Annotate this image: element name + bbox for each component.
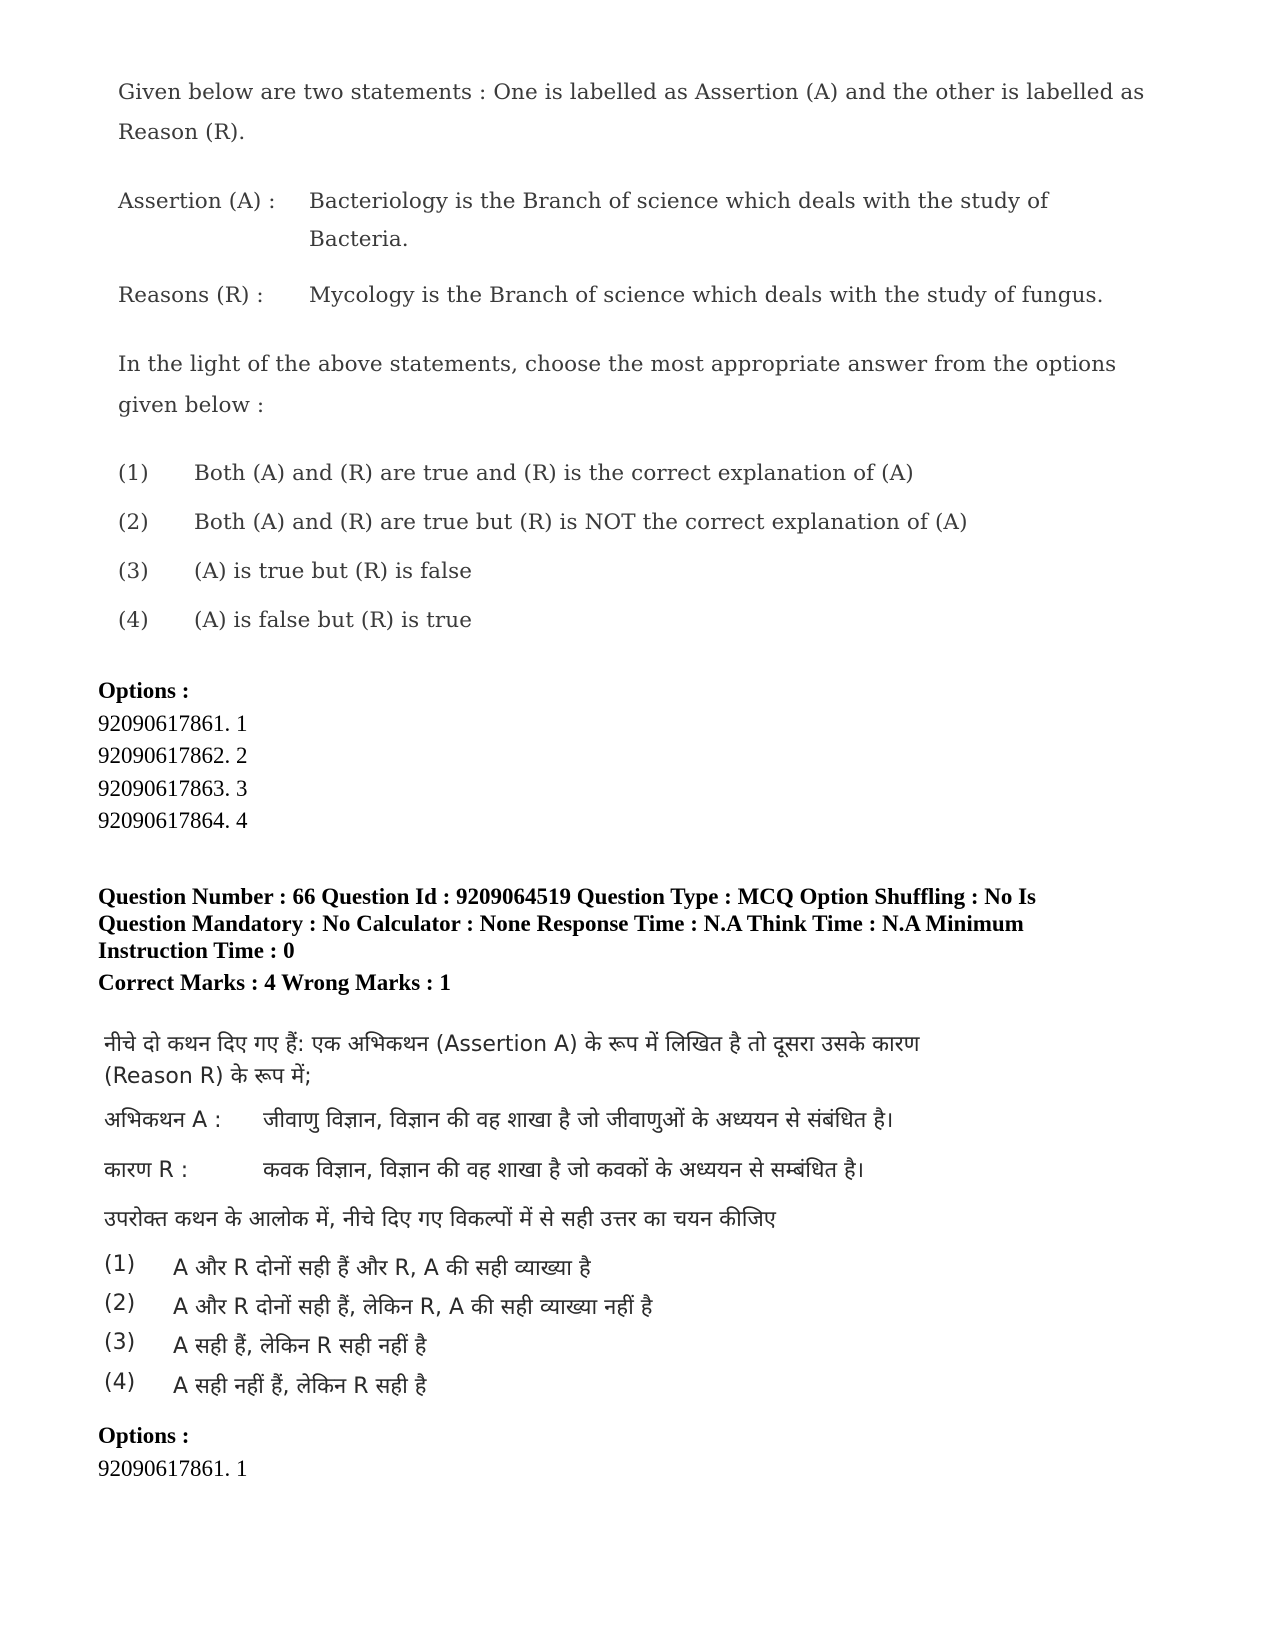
q65-assertion-label: Assertion (A) : xyxy=(118,189,276,214)
q66-choice-num: (1) xyxy=(104,1252,136,1277)
q65-instruction-line1: In the light of the above statements, choose the most appropriate answer from the options xyxy=(118,352,1117,377)
q66-choice-text: A सही नहीं हैं, लेकिन R सही है xyxy=(173,1374,427,1399)
q66-instruction: उपरोक्त कथन के आलोक में, नीचे दिए गए विकल्पों में से सही उत्तर का चयन कीजिए xyxy=(104,1207,776,1232)
option-item: 92090617861. 1 xyxy=(98,711,248,736)
q65-choice-num: (4) xyxy=(118,608,149,633)
q66-choice-text: A और R दोनों सही हैं, लेकिन R, A की सही व्याख्या नहीं है xyxy=(173,1295,653,1320)
q66-meta-line3: Instruction Time : 0 xyxy=(98,938,295,963)
q65-assertion-line2: Bacteria. xyxy=(309,227,409,252)
q65-reason-label: Reasons (R) : xyxy=(118,283,264,308)
q65-choice-text: Both (A) and (R) are true but (R) is NOT the correct explanation of (A) xyxy=(194,510,968,535)
q65-choice-text: (A) is false but (R) is true xyxy=(194,608,473,633)
q66-reason-label: कारण R : xyxy=(104,1158,189,1183)
q66-intro-line2: (Reason R) के रूप में; xyxy=(104,1064,312,1089)
q65-intro-line2: Reason (R). xyxy=(118,120,246,145)
q65-assertion-line1: Bacteriology is the Branch of science which deals with the study of xyxy=(309,189,1049,214)
q65-reason-text: Mycology is the Branch of science which deals with the study of fungus. xyxy=(309,283,1104,308)
q66-intro-line1: नीचे दो कथन दिए गए हैं: एक अभिकथन (Assertion A) के रूप में लिखित है तो दूसरा उसके कारण xyxy=(104,1032,920,1057)
q65-choice-num: (3) xyxy=(118,559,149,584)
q66-choice-num: (3) xyxy=(104,1330,136,1355)
q66-assertion-text: जीवाणु विज्ञान, विज्ञान की वह शाखा है जो जीवाणुओं के अध्ययन से संबंधित है। xyxy=(263,1108,894,1133)
q65-intro-line1: Given below are two statements : One is labelled as Assertion (A) and the other is labelled as xyxy=(118,80,1145,105)
options-heading: Options : xyxy=(98,678,190,703)
q66-choice-num: (4) xyxy=(104,1370,136,1395)
q66-meta-line2: Question Mandatory : No Calculator : None Response Time : N.A Think Time : N.A Minimum xyxy=(98,911,1024,936)
q66-reason-text: कवक विज्ञान, विज्ञान की वह शाखा है जो कवकों के अध्ययन से सम्बंधित है। xyxy=(263,1158,865,1183)
q66-choice-num: (2) xyxy=(104,1291,136,1316)
q66-assertion-label: अभिकथन A : xyxy=(104,1108,222,1133)
option-item: 92090617864. 4 xyxy=(98,808,248,833)
q65-choice-text: Both (A) and (R) are true and (R) is the correct explanation of (A) xyxy=(194,461,914,486)
q65-instruction-line2: given below : xyxy=(118,393,265,418)
q66-marks: Correct Marks : 4 Wrong Marks : 1 xyxy=(98,970,451,995)
option-item: 92090617861. 1 xyxy=(98,1456,248,1481)
q66-choice-text: A और R दोनों सही हैं और R, A की सही व्याख्या है xyxy=(173,1256,591,1281)
option-item: 92090617863. 3 xyxy=(98,776,248,801)
q66-meta-line1: Question Number : 66 Question Id : 9209064519 Question Type : MCQ Option Shuffling : No Is xyxy=(98,884,1037,909)
q65-choice-num: (1) xyxy=(118,461,149,486)
q66-choice-text: A सही हैं, लेकिन R सही नहीं है xyxy=(173,1334,427,1359)
option-item: 92090617862. 2 xyxy=(98,743,248,768)
options-heading: Options : xyxy=(98,1423,190,1448)
q65-choice-text: (A) is true but (R) is false xyxy=(194,559,473,584)
q65-choice-num: (2) xyxy=(118,510,149,535)
